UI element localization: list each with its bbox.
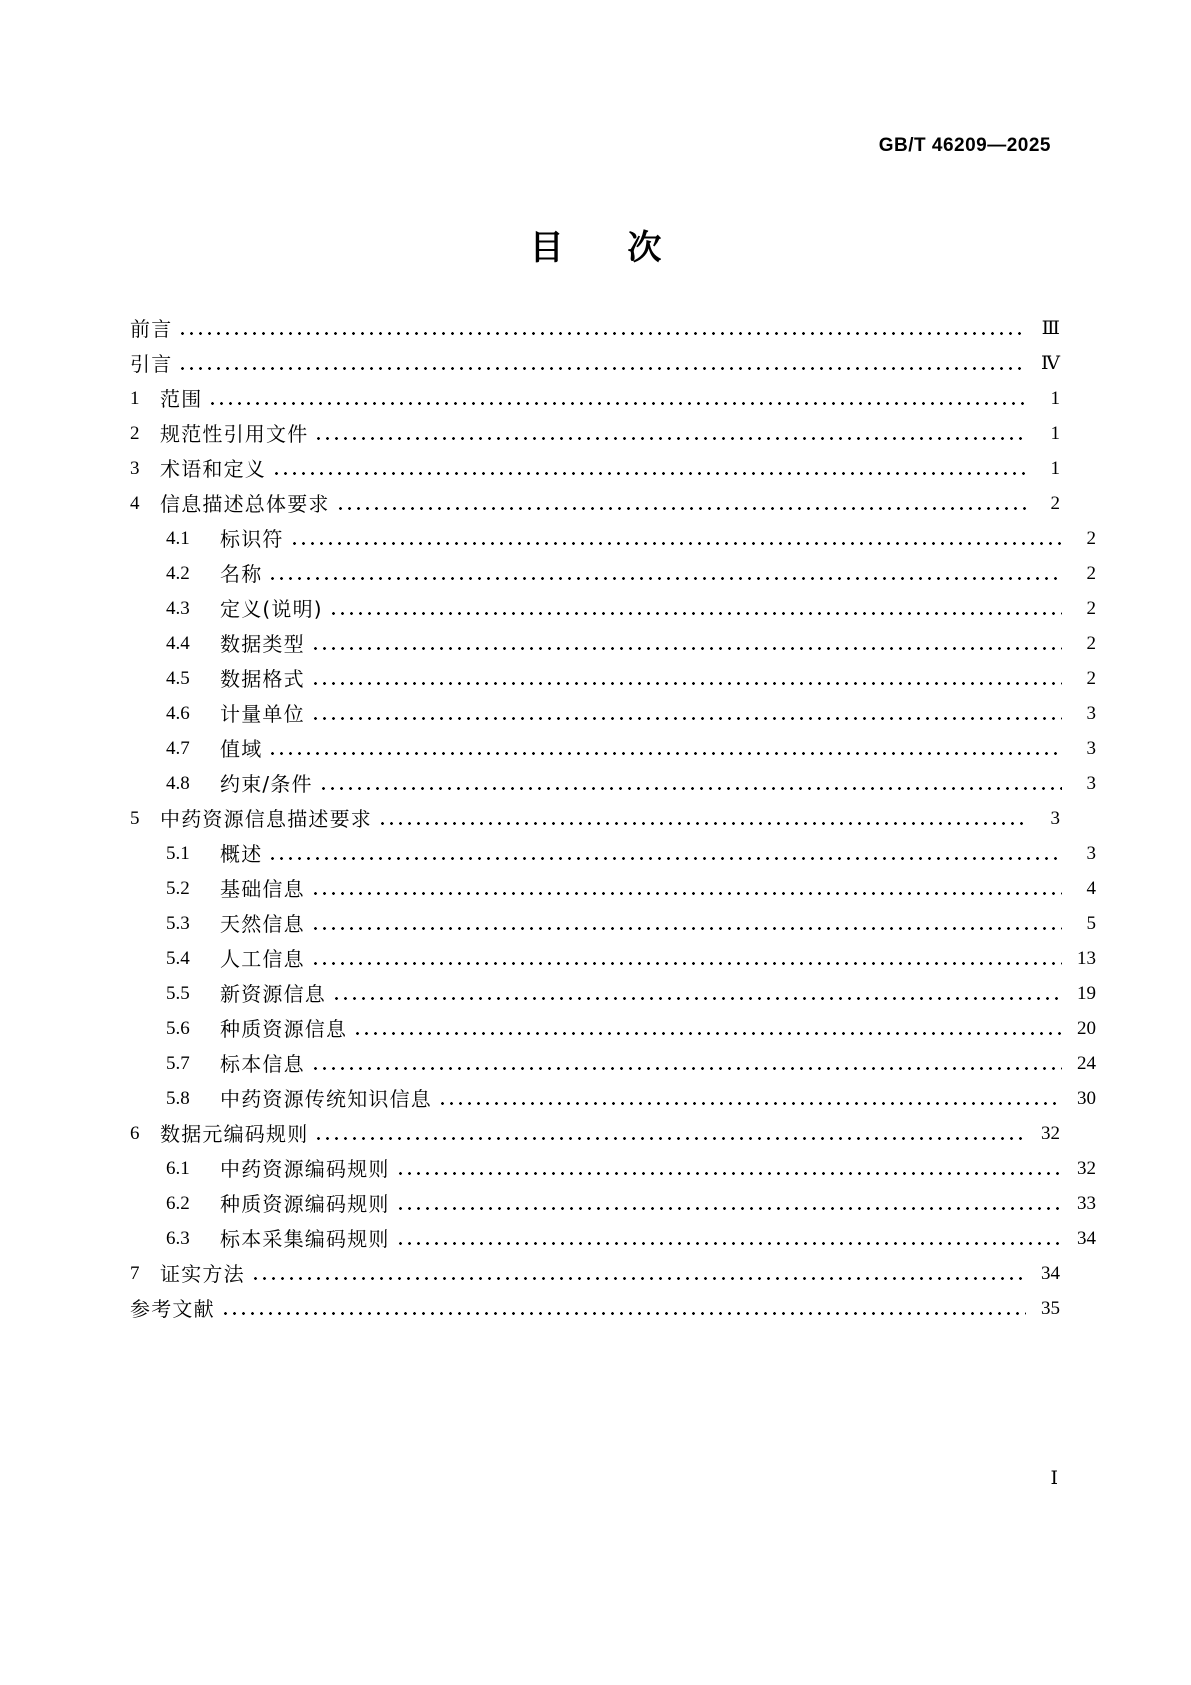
toc-entry-number: 6 bbox=[130, 1123, 140, 1144]
table-of-contents bbox=[130, 307, 1096, 1322]
toc-entry-number: 5.5 bbox=[166, 983, 190, 1004]
toc-entry-label: 标识符 bbox=[220, 527, 284, 551]
toc-entry[interactable] bbox=[130, 902, 1096, 937]
toc-entry-page-number: 2 bbox=[1086, 598, 1096, 619]
toc-entry[interactable] bbox=[130, 1252, 1060, 1287]
toc-entry-page-number: 2 bbox=[1086, 528, 1096, 549]
toc-entry[interactable] bbox=[130, 762, 1096, 797]
toc-leader-dots bbox=[438, 1089, 1062, 1109]
toc-entry-page-number: 1 bbox=[1050, 423, 1060, 444]
toc-entry-page-number: 33 bbox=[1077, 1193, 1096, 1214]
toc-entry-label: 前言 bbox=[130, 317, 173, 341]
toc-entry-page-number: 3 bbox=[1086, 703, 1096, 724]
toc-entry-label: 种质资源信息 bbox=[220, 1017, 348, 1041]
toc-entry-number: 5.2 bbox=[166, 878, 190, 899]
toc-entry-number: 4.1 bbox=[166, 528, 190, 549]
toc-entry-page-number: 2 bbox=[1086, 668, 1096, 689]
toc-entry-label: 天然信息 bbox=[220, 912, 305, 936]
toc-entry-number: 4.6 bbox=[166, 703, 190, 724]
toc-entry-page-number: Ⅳ bbox=[1041, 353, 1060, 374]
toc-entry-page-number: 3 bbox=[1050, 808, 1060, 829]
toc-leader-dots bbox=[268, 739, 1062, 759]
toc-entry[interactable] bbox=[130, 1147, 1096, 1182]
toc-entry[interactable] bbox=[130, 587, 1096, 622]
toc-entry-label: 信息描述总体要求 bbox=[160, 492, 330, 516]
toc-entry-page-number: 34 bbox=[1041, 1263, 1060, 1284]
toc-entry-page-number: 2 bbox=[1086, 633, 1096, 654]
toc-entry-number: 4 bbox=[130, 493, 140, 514]
toc-entry[interactable] bbox=[130, 1112, 1060, 1147]
toc-entry[interactable] bbox=[130, 1042, 1096, 1077]
toc-entry-number: 6.2 bbox=[166, 1193, 190, 1214]
toc-entry-label: 名称 bbox=[220, 562, 263, 586]
toc-entry-label: 人工信息 bbox=[220, 947, 305, 971]
toc-leader-dots bbox=[311, 879, 1062, 899]
toc-entry[interactable] bbox=[130, 797, 1060, 832]
toc-entry-page-number: 2 bbox=[1050, 493, 1060, 514]
toc-entry[interactable] bbox=[130, 482, 1060, 517]
toc-entry-label: 中药资源信息描述要求 bbox=[160, 807, 372, 831]
toc-entry-page-number: 5 bbox=[1086, 913, 1096, 934]
toc-entry-label: 约束/条件 bbox=[220, 772, 313, 796]
toc-entry-page-number: 1 bbox=[1050, 388, 1060, 409]
toc-entry-number: 4.3 bbox=[166, 598, 190, 619]
toc-entry-label: 参考文献 bbox=[130, 1297, 215, 1321]
toc-entry[interactable] bbox=[130, 1182, 1096, 1217]
toc-leader-dots bbox=[311, 949, 1062, 969]
toc-leader-dots bbox=[311, 1054, 1062, 1074]
toc-entry-label: 中药资源传统知识信息 bbox=[220, 1087, 432, 1111]
toc-entry-label: 术语和定义 bbox=[160, 457, 266, 481]
toc-entry-page-number: Ⅲ bbox=[1041, 318, 1060, 339]
toc-entry-number: 7 bbox=[130, 1263, 140, 1284]
toc-entry[interactable] bbox=[130, 517, 1096, 552]
toc-entry[interactable] bbox=[130, 447, 1060, 482]
toc-entry-page-number: 20 bbox=[1077, 1018, 1096, 1039]
toc-entry-number: 4.2 bbox=[166, 563, 190, 584]
toc-leader-dots bbox=[396, 1159, 1062, 1179]
toc-entry[interactable] bbox=[130, 377, 1060, 412]
toc-entry[interactable] bbox=[130, 867, 1096, 902]
toc-entry[interactable] bbox=[130, 1077, 1096, 1112]
toc-entry-label: 标本信息 bbox=[220, 1052, 305, 1076]
standard-number-header: GB/T 46209—2025 bbox=[878, 135, 1051, 156]
toc-entry-number: 4.7 bbox=[166, 738, 190, 759]
toc-entry-label: 计量单位 bbox=[220, 702, 305, 726]
toc-entry-label: 值域 bbox=[220, 737, 263, 761]
toc-leader-dots bbox=[311, 704, 1062, 724]
toc-leader-dots bbox=[311, 669, 1062, 689]
toc-leader-dots bbox=[332, 984, 1062, 1004]
toc-entry-page-number: 4 bbox=[1086, 878, 1096, 899]
toc-entry-page-number: 30 bbox=[1077, 1088, 1096, 1109]
toc-leader-dots bbox=[268, 844, 1062, 864]
toc-leader-dots bbox=[221, 1299, 1026, 1319]
toc-entry[interactable] bbox=[130, 622, 1096, 657]
toc-entry-page-number: 2 bbox=[1086, 563, 1096, 584]
toc-entry[interactable] bbox=[130, 832, 1096, 867]
toc-entry-page-number: 1 bbox=[1050, 458, 1060, 479]
toc-entry-number: 1 bbox=[130, 388, 140, 409]
toc-entry[interactable] bbox=[130, 552, 1096, 587]
toc-entry-label: 数据类型 bbox=[220, 632, 305, 656]
toc-entry[interactable] bbox=[130, 1287, 1060, 1322]
toc-entry-number: 5.4 bbox=[166, 948, 190, 969]
toc-entry-label: 数据元编码规则 bbox=[160, 1122, 309, 1146]
toc-entry[interactable] bbox=[130, 657, 1096, 692]
toc-entry-label: 证实方法 bbox=[160, 1262, 245, 1286]
toc-leader-dots bbox=[178, 319, 1026, 339]
toc-entry-number: 2 bbox=[130, 423, 140, 444]
toc-leader-dots bbox=[329, 599, 1062, 619]
toc-entry-number: 6.3 bbox=[166, 1228, 190, 1249]
toc-entry-number: 4.4 bbox=[166, 633, 190, 654]
toc-entry[interactable] bbox=[130, 1007, 1096, 1042]
toc-entry-page-number: 3 bbox=[1086, 773, 1096, 794]
toc-entry[interactable] bbox=[130, 412, 1060, 447]
toc-entry-number: 5 bbox=[130, 808, 140, 829]
toc-entry-page-number: 24 bbox=[1077, 1053, 1096, 1074]
page-title: 目 次 bbox=[529, 228, 688, 268]
toc-entry-label: 概述 bbox=[220, 842, 263, 866]
toc-entry[interactable] bbox=[130, 307, 1060, 342]
toc-entry-number: 5.8 bbox=[166, 1088, 190, 1109]
toc-entry-label: 引言 bbox=[130, 352, 173, 376]
toc-entry-page-number: 3 bbox=[1086, 843, 1096, 864]
toc-entry-number: 6.1 bbox=[166, 1158, 190, 1179]
toc-leader-dots bbox=[378, 809, 1026, 829]
toc-entry-page-number: 19 bbox=[1077, 983, 1096, 1004]
toc-entry[interactable] bbox=[130, 342, 1060, 377]
toc-leader-dots bbox=[290, 529, 1062, 549]
toc-leader-dots bbox=[396, 1194, 1062, 1214]
toc-leader-dots bbox=[272, 459, 1026, 479]
toc-entry-number: 4.8 bbox=[166, 773, 190, 794]
toc-leader-dots bbox=[336, 494, 1026, 514]
toc-entry[interactable] bbox=[130, 727, 1096, 762]
toc-entry-label: 基础信息 bbox=[220, 877, 305, 901]
toc-entry-page-number: 32 bbox=[1041, 1123, 1060, 1144]
toc-leader-dots bbox=[319, 774, 1062, 794]
toc-entry-number: 4.5 bbox=[166, 668, 190, 689]
toc-leader-dots bbox=[178, 354, 1026, 374]
toc-entry-number: 5.3 bbox=[166, 913, 190, 934]
toc-entry-label: 规范性引用文件 bbox=[160, 422, 309, 446]
toc-entry[interactable] bbox=[130, 1217, 1096, 1252]
toc-leader-dots bbox=[268, 564, 1062, 584]
toc-entry-number: 3 bbox=[130, 458, 140, 479]
toc-entry-label: 种质资源编码规则 bbox=[220, 1192, 390, 1216]
toc-leader-dots bbox=[251, 1264, 1026, 1284]
toc-entry[interactable] bbox=[130, 937, 1096, 972]
toc-entry-number: 5.6 bbox=[166, 1018, 190, 1039]
toc-entry-label: 范围 bbox=[160, 387, 203, 411]
toc-entry-page-number: 34 bbox=[1077, 1228, 1096, 1249]
toc-entry-label: 新资源信息 bbox=[220, 982, 326, 1006]
toc-entry-number: 5.1 bbox=[166, 843, 190, 864]
toc-entry-page-number: 13 bbox=[1077, 948, 1096, 969]
toc-entry-label: 中药资源编码规则 bbox=[220, 1157, 390, 1181]
toc-leader-dots bbox=[396, 1229, 1062, 1249]
toc-entry-label: 标本采集编码规则 bbox=[220, 1227, 390, 1251]
toc-leader-dots bbox=[314, 424, 1026, 444]
page-folio: Ⅰ bbox=[1050, 1468, 1058, 1489]
toc-entry-page-number: 3 bbox=[1086, 738, 1096, 759]
toc-entry[interactable] bbox=[130, 692, 1096, 727]
toc-entry-page-number: 35 bbox=[1041, 1298, 1060, 1319]
toc-leader-dots bbox=[208, 389, 1026, 409]
toc-leader-dots bbox=[311, 914, 1062, 934]
toc-entry-page-number: 32 bbox=[1077, 1158, 1096, 1179]
toc-entry-label: 定义(说明) bbox=[220, 597, 323, 621]
toc-entry-label: 数据格式 bbox=[220, 667, 305, 691]
toc-leader-dots bbox=[353, 1019, 1062, 1039]
toc-entry-number: 5.7 bbox=[166, 1053, 190, 1074]
toc-leader-dots bbox=[311, 634, 1062, 654]
toc-entry[interactable] bbox=[130, 972, 1096, 1007]
toc-leader-dots bbox=[314, 1124, 1026, 1144]
